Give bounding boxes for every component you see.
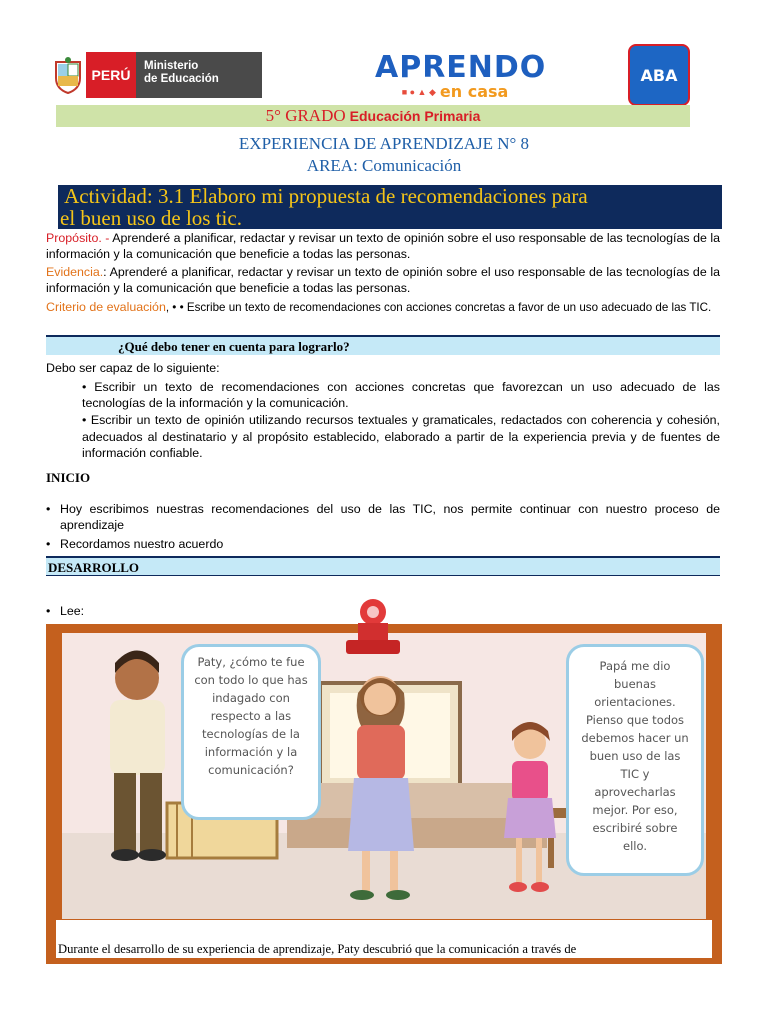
- ministry-logo: [50, 52, 262, 98]
- inicio-bullet-1: • Hoy escribimos nuestras recomendaciones del uso de las TIC, nos permite continuar con nuestro proceso de aprendizaje: [46, 502, 720, 533]
- desarrollo-bullet-1: • Lee:: [46, 604, 720, 620]
- capaz-item-2: • Escribir un texto de opinión utilizando recursos textuales y gramaticales, redactados con coherencia y cohesión, adecuados al destinatario y al propósito establecido, elaborado a partir de la experiencia previa y de fuentes de información confiable.: [82, 413, 720, 460]
- speech-bubble-right: [566, 644, 704, 876]
- inicio-heading: INICIO: [46, 470, 91, 485]
- aprendo-logo-line-2-row: [375, 84, 535, 100]
- clip-icon: [338, 598, 408, 658]
- activity-title: [58, 185, 722, 229]
- experience-title: EXPERIENCIA DE APRENDIZAJE N° 8: [238, 134, 530, 153]
- activity-title-line-1: Actividad: 3.1 Elaboro mi propuesta de recomendaciones para: [60, 184, 588, 208]
- school-logo-text: ABA: [640, 65, 678, 85]
- speech-bubble-left-text: Paty, ¿cómo te fue con todo lo que has indagado con respecto a las tecnologías de la información y la comunicación?: [194, 655, 308, 777]
- grade-label: 5° GRADO: [265, 106, 346, 125]
- peru-label: PERÚ: [86, 52, 136, 98]
- criterio-text: , • • Escribe un texto de recomendaciones con acciones concretas a favor de un uso adecuado de las TIC.: [165, 301, 712, 314]
- illustration-caption: Durante el desarrollo de su experiencia de aprendizaje, Paty descubrió que la comunicación a través de: [58, 942, 577, 956]
- capaz-intro: Debo ser capaz de lo siguiente:: [46, 361, 220, 375]
- criterio-label: Criterio de evaluación: [46, 300, 166, 314]
- experience-heading: [0, 133, 768, 177]
- proposito-text: Aprenderé a planificar, redactar y revisar un texto de opinión sobre el uso responsable de las tecnologías de la información y la comunicación que beneficie a todas las personas.: [46, 231, 721, 261]
- evidencia-paragraph: [46, 265, 720, 296]
- speech-bubble-right-text: Papá me dio buenas orientaciones. Pienso que todos debemos hacer un buen uso de las TIC y aprovecharlas mejor. Por eso, escribiré sobre ello.: [581, 659, 689, 853]
- inicio-bullet-2: • Recordamos nuestro acuerdo: [46, 537, 720, 553]
- section-heading-tener: ¿Qué debo tener en cuenta para lograrlo?: [118, 339, 350, 354]
- proposito-label: Propósito. -: [46, 231, 110, 245]
- activity-title-line-2: el buen uso de los tic.: [60, 206, 242, 230]
- aprendo-logo-line-2: en casa: [439, 82, 509, 101]
- coat-of-arms-icon: [50, 52, 86, 98]
- school-logo: [628, 44, 690, 106]
- section-bar-tener: [46, 335, 720, 355]
- aprendo-logo-line-1: APRENDO: [375, 50, 547, 85]
- capaz-item-1: • Escribir un texto de recomendaciones con acciones concretas que favorezcan un uso adecuado de las tecnologías de la información y la comunicación.: [82, 380, 720, 410]
- area-title: AREA: Comunicación: [306, 156, 462, 175]
- ministry-line-2: de Educación: [144, 73, 219, 85]
- ministry-name: [136, 52, 262, 98]
- criterio-paragraph: [46, 300, 720, 316]
- aprendo-en-casa-logo: [375, 50, 547, 102]
- ministry-line-1: Ministerio: [144, 60, 199, 72]
- speech-bubble-left: [181, 644, 321, 820]
- section-heading-desarrollo: DESARROLLO: [48, 560, 140, 575]
- decoration-shapes-icon: ■ ● ▲ ◆: [401, 86, 436, 97]
- section-bar-desarrollo: [46, 556, 720, 576]
- grade-bar: [56, 105, 690, 127]
- evidencia-text: : Aprenderé a planificar, redactar y revisar un texto de opinión sobre el uso responsable de las tecnologías de la información y la comunicación que beneficie a todas las personas.: [46, 265, 720, 295]
- level-label: Educación Primaria: [349, 108, 481, 124]
- proposito-paragraph: [46, 231, 720, 262]
- evidencia-label: Evidencia.: [46, 265, 104, 279]
